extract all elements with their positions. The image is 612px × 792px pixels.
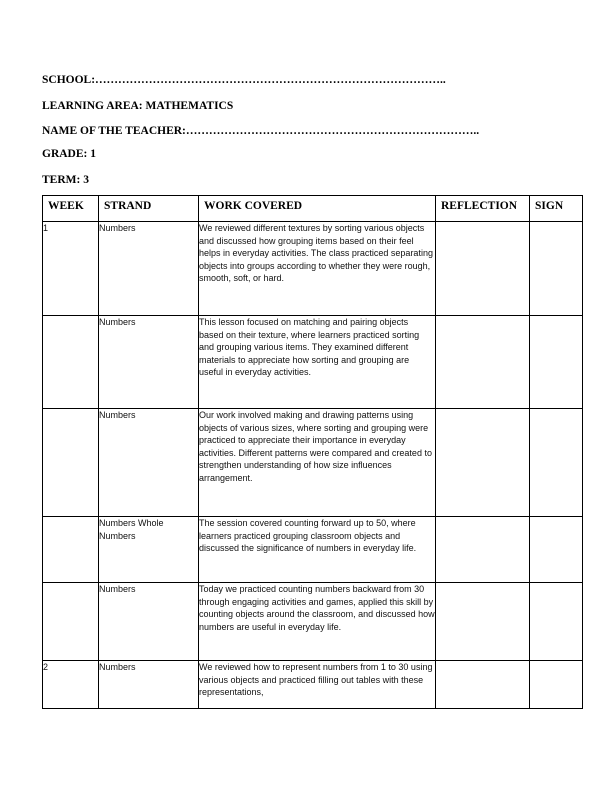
work-covered-cell: This lesson focused on matching and pairing objects based on their texture, where learners practiced sorting and grouping various items. They examined different materials to appreciate how sorting and grouping are useful in everyday activities.: [199, 316, 436, 409]
work-covered-cell: Today we practiced counting numbers backward from 30 through engaging activities and games, applied this skill by counting objects around the classroom, and discussed how numbers are useful in everyday life.: [199, 583, 436, 661]
week-cell: [43, 409, 99, 517]
sign-cell[interactable]: [530, 583, 583, 661]
sign-cell[interactable]: [530, 222, 583, 316]
column-header-work-covered: WORK COVERED: [199, 196, 436, 222]
grade-line: GRADE: 1: [42, 148, 96, 160]
column-header-week: WEEK: [43, 196, 99, 222]
table-row: [43, 517, 583, 583]
reflection-cell[interactable]: [436, 583, 530, 661]
column-header-sign: SIGN: [530, 196, 583, 222]
strand-text: Numbers Whole Numbers: [99, 518, 164, 541]
strand-cell: [99, 222, 199, 316]
work-covered-cell: We reviewed different textures by sorting various objects and discussed how grouping items based on their feel helps in everyday activities. The class practiced separating objects into groups according to whether they were rough, smooth, soft, or hard.: [199, 222, 436, 316]
record-of-work-table: [42, 195, 583, 709]
strand-text: Numbers: [99, 317, 136, 327]
work-covered-cell: The session covered counting forward up to 50, where learners practiced grouping classroom objects and discussed the significance of numbers in everyday life.: [199, 517, 436, 583]
table-row: [43, 316, 583, 409]
school-line: SCHOOL:………………………………………………………………………………..: [42, 74, 446, 86]
work-covered-cell: Our work involved making and drawing patterns using objects of various sizes, where sorting and grouping were practiced to appreciate their importance in everyday activities. Different patterns were compared and created to strengthen understanding of how size influences arrangement.: [199, 409, 436, 517]
teacher-name-line: NAME OF THE TEACHER:…………………………………………………………………..: [42, 125, 480, 137]
term-line: TERM: 3: [42, 174, 89, 186]
strand-cell: [99, 517, 199, 583]
strand-cell: [99, 583, 199, 661]
strand-text: Numbers: [99, 662, 136, 672]
reflection-cell[interactable]: [436, 409, 530, 517]
strand-cell: [99, 316, 199, 409]
week-cell: 1: [43, 222, 99, 316]
sign-cell[interactable]: [530, 409, 583, 517]
strand-cell: [99, 661, 199, 709]
reflection-cell[interactable]: [436, 222, 530, 316]
strand-cell: [99, 409, 199, 517]
sign-cell[interactable]: [530, 316, 583, 409]
table-row: [43, 222, 583, 316]
strand-text: Numbers: [99, 410, 136, 420]
column-header-reflection: REFLECTION: [436, 196, 530, 222]
table-header-row: [43, 196, 583, 222]
strand-text: Numbers: [99, 223, 136, 233]
reflection-cell[interactable]: [436, 661, 530, 709]
strand-text: Numbers: [99, 584, 136, 594]
week-cell: [43, 583, 99, 661]
table-row: [43, 409, 583, 517]
table-row: [43, 583, 583, 661]
work-covered-cell: We reviewed how to represent numbers from 1 to 30 using various objects and practiced filling out tables with these representations,: [199, 661, 436, 709]
week-cell: [43, 316, 99, 409]
week-cell: [43, 517, 99, 583]
table-row: [43, 661, 583, 709]
reflection-cell[interactable]: [436, 517, 530, 583]
week-cell: 2: [43, 661, 99, 709]
sign-cell[interactable]: [530, 661, 583, 709]
column-header-strand: STRAND: [99, 196, 199, 222]
sign-cell[interactable]: [530, 517, 583, 583]
learning-area-line: LEARNING AREA: MATHEMATICS: [42, 100, 234, 112]
reflection-cell[interactable]: [436, 316, 530, 409]
